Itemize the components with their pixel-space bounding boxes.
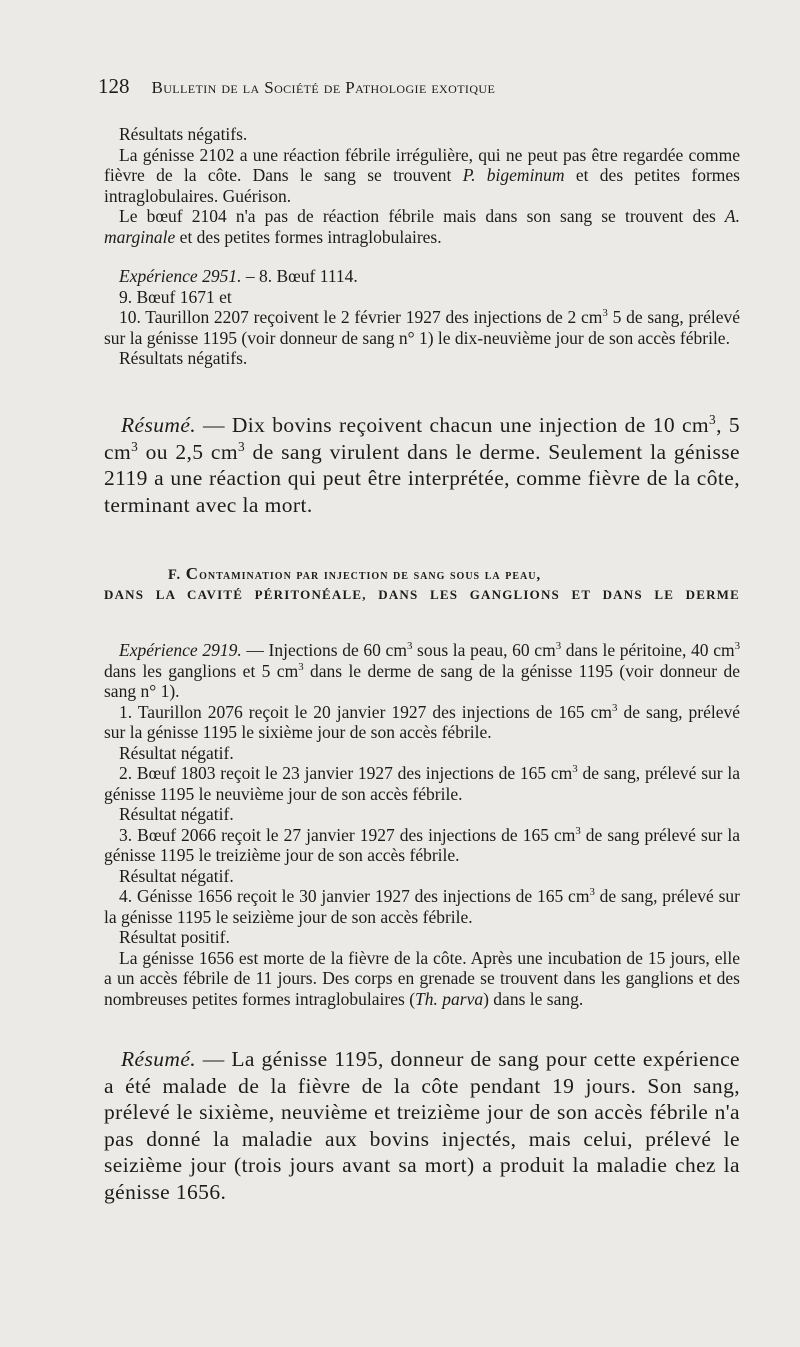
list-item (104, 702, 740, 743)
text: 5 de sang, prélevé sur la génisse 1195 (voir donneur de sang n° 1) le dix-neuvième jour de son accès fébrile. (104, 307, 740, 348)
text: Résultat positif. (119, 927, 230, 947)
text: dans le péritoine, 40 cm (561, 640, 735, 660)
text: dans le derme de sang de la génisse 1195 (voir donneur de sang n° 1). (104, 660, 741, 701)
text: Le bœuf 2104 n'a pas de réaction fébrile mais dans son sang se trouvent des (119, 206, 725, 226)
text: et des petites formes intraglobulaires. (175, 226, 442, 247)
text: La génisse 1656 est morte de la fièvre de la côte. Après une incubation de 15 jours, elle a un accès fébrile de 11 jours. Des corps en grenade se trouvent dans les ganglions et des nombreuses petites formes intraglobulaires ( (104, 947, 740, 1009)
summary-2 (104, 1046, 740, 1205)
text: — Dix bovins reçoivent chacun une injection de 10 cm (196, 413, 710, 437)
text: Résultat négatif. (119, 865, 234, 886)
text: Résultats négatifs. (119, 348, 248, 368)
superscript: 3 (589, 886, 595, 899)
text: 1. Taurillon 2076 reçoit le 20 janvier 1927 des injections de 165 cm (119, 701, 613, 722)
summary-label: Résumé. (121, 1047, 197, 1071)
superscript: 3 (555, 640, 562, 653)
text: ) dans le sang. (483, 988, 584, 1009)
results-block (104, 124, 740, 247)
text: de sang prélevé sur la génisse 1195 le treizième jour de son accès fébrile. (104, 824, 740, 865)
text: de sang virulent dans le derme. Seulement la génisse 2119 a une réaction qui peut être interprétée, comme fièvre de la côte, terminant avec la mort. (104, 439, 740, 517)
paragraph (104, 1046, 740, 1205)
section-heading-line (104, 564, 740, 585)
result-line (104, 927, 740, 948)
text: DANS LA CAVITÉ PÉRITONÉALE, DANS LES GANGLIONS ET DANS LE DERME (104, 587, 740, 602)
superscript: 3 (298, 660, 304, 673)
text: Résultat négatif. (119, 742, 234, 763)
paragraph (104, 307, 740, 348)
superscript: 3 (575, 824, 581, 837)
text: de sang, prélevé sur la génisse 1195 le sixième jour de son accès fébrile. (104, 701, 740, 742)
text: et des petites formes intraglobulaires. Guérison. (104, 165, 740, 206)
text: 4. Génisse 1656 reçoit le 30 janvier 1927 des injections de 165 cm (119, 886, 590, 906)
text: de sang, prélevé sur la génisse 1195 le neuvième jour de son accès fébrile. (104, 763, 740, 804)
paragraph (104, 640, 740, 702)
paragraph (104, 124, 740, 145)
superscript: 3 (406, 640, 413, 653)
section-heading-line (104, 585, 740, 605)
list-item (104, 886, 740, 927)
text: dans les ganglions et 5 cm (104, 660, 299, 681)
text: C (185, 564, 200, 583)
paragraph (104, 948, 740, 1010)
list-item (104, 763, 740, 804)
paragraph (104, 412, 740, 518)
running-header (98, 74, 658, 102)
experiment-label: Expérience 2919. (119, 640, 242, 660)
list-item (104, 825, 740, 866)
paragraph (104, 348, 740, 369)
journal-title: Bulletin de la Société de Pathologie exotique (151, 78, 496, 97)
text: – 8. Bœuf 1114. (241, 266, 358, 286)
superscript: 3 (734, 640, 740, 653)
text: Résultats négatifs. (119, 124, 248, 144)
text: — La génisse 1195, donneur de sang pour cette expérience a été malade de la fièvre de la côte pendant 19 jours. Son sang, prélevé le sixième, neuvième et treizième jour de son accès fébrile n'a pas donné la maladie aux bovins injectés, mais celui, prélevé le seizième jour (trois jours avant sa mort) a produit la maladie chez la génisse 1656. (104, 1047, 740, 1204)
text: sous la peau, 60 cm (412, 640, 556, 660)
text: de sang, prélevé sur la génisse 1195 le seizième jour de son accès fébrile. (104, 886, 740, 927)
summary-label: Résumé. (121, 413, 197, 437)
species-name: Th. parva (415, 988, 484, 1009)
text: 9. Bœuf 1671 et (119, 286, 232, 307)
result-line (104, 804, 740, 825)
species-name: P. bigeminum (462, 165, 565, 185)
result-line (104, 743, 740, 764)
result-line (104, 866, 740, 887)
superscript: 3 (238, 438, 246, 454)
page-number: 128 (98, 74, 130, 98)
text: — Injections de 60 cm (241, 640, 407, 660)
text: , 5 cm (104, 413, 741, 464)
summary-1 (104, 412, 740, 518)
paragraph (104, 287, 740, 308)
superscript: 3 (131, 438, 139, 454)
experiment-2919 (104, 640, 740, 1009)
superscript: 3 (572, 763, 578, 776)
superscript: 3 (602, 307, 608, 320)
section-heading-f (104, 564, 740, 605)
superscript: 3 (709, 411, 717, 427)
superscript: 3 (612, 701, 618, 714)
text: 10. Taurillon 2207 reçoivent le 2 février 1927 des injections de 2 cm (119, 307, 603, 327)
experiment-label: Expérience 2951. (119, 266, 242, 286)
text: 2. Bœuf 1803 reçoit le 23 janvier 1927 des injections de 165 cm (119, 763, 573, 783)
text: ontamination par injection de sang sous la peau, (199, 567, 542, 583)
section-letter: F. (168, 567, 182, 583)
paragraph (104, 206, 740, 247)
experiment-2951 (104, 266, 740, 369)
text: La génisse 2102 a une réaction fébrile irrégulière, qui ne peut pas être regardée comme fièvre de la côte. Dans le sang se trouvent (104, 144, 740, 185)
species-name: A. marginale (104, 206, 740, 247)
text: 3. Bœuf 2066 reçoit le 27 janvier 1927 des injections de 165 cm (119, 824, 576, 845)
paragraph (104, 145, 740, 207)
paragraph (104, 266, 740, 287)
text: ou 2,5 cm (138, 439, 238, 464)
text: Résultat négatif. (119, 804, 234, 824)
